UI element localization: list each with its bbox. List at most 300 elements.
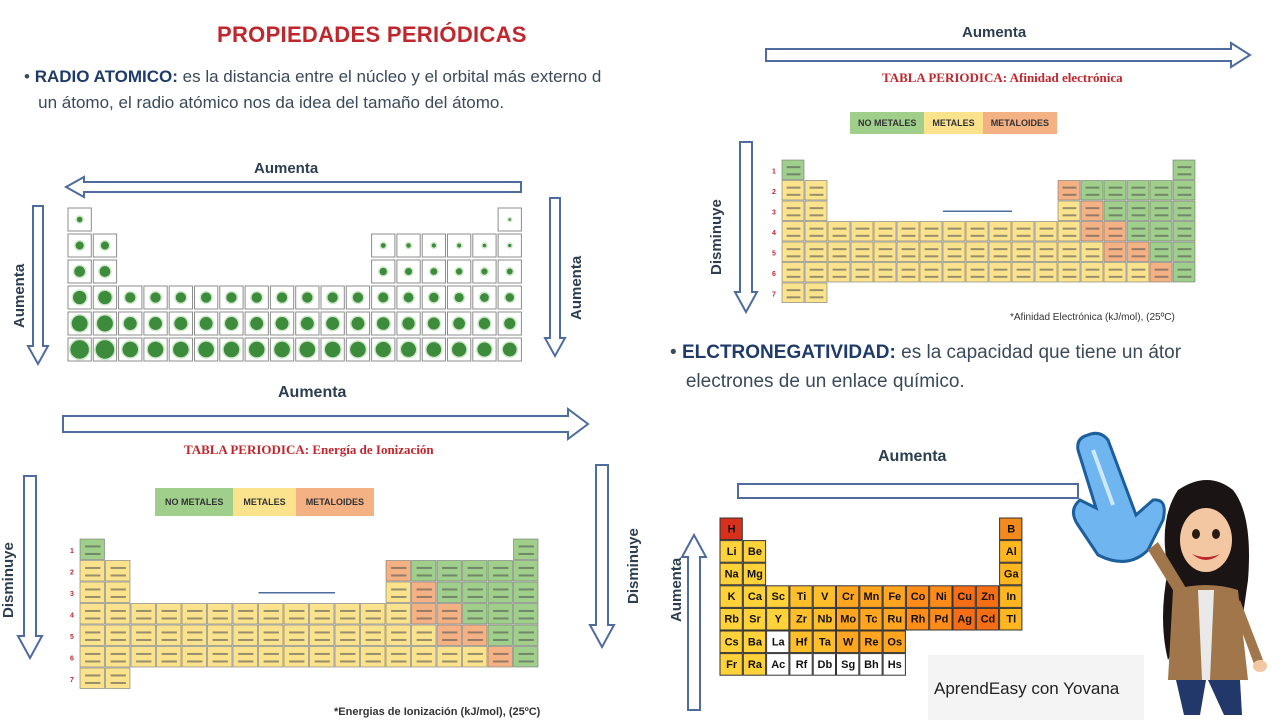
ionizacion-cell [412, 647, 437, 668]
ionizacion-cell-text [442, 653, 457, 655]
legend-metales: METALES [924, 112, 982, 134]
afinidad-cell-value [810, 235, 824, 237]
afinidad-cell-text [1109, 248, 1123, 250]
electroneg-def-line1: es la capacidad que tiene un átor [901, 342, 1182, 363]
afinidad-cell-text [1178, 269, 1192, 271]
ionizacion-cell-text [187, 610, 202, 612]
atom-dot [406, 243, 412, 249]
afinidad-cell-value [879, 255, 893, 257]
afinidad-cell-text [787, 207, 801, 209]
ionizacion-cell [259, 625, 284, 646]
afinidad-cell [966, 242, 988, 262]
ionizacion-cell [514, 647, 539, 668]
ionizacion-cell [335, 647, 360, 668]
ionizacion-cell [259, 604, 284, 625]
atom-dot [453, 317, 466, 330]
ionizacion-cell-value [468, 660, 483, 662]
ionizacion-cell [80, 668, 105, 689]
afinidad-cell-value [1109, 276, 1123, 278]
afinidad-cell-value [1109, 214, 1123, 216]
ionizacion-cell [386, 625, 411, 646]
radio-periodic-grid [68, 206, 538, 366]
ionizacion-cell-text [340, 610, 355, 612]
afinidad-cell [989, 242, 1011, 262]
ionizacion-cell-text [340, 631, 355, 633]
ionizacion-cell [106, 561, 131, 582]
electroneg-up-arrow [682, 535, 706, 710]
afinidad-cell [782, 242, 804, 262]
afinidad-cell [1035, 242, 1057, 262]
afinidad-cell [1058, 222, 1080, 242]
atom-dot [507, 243, 512, 248]
ionizacion-cell-value [238, 639, 253, 641]
electroneg-cell-symbol: Pd [934, 613, 949, 626]
afinidad-cell-text [1132, 187, 1146, 189]
afinidad-cell-text [787, 228, 801, 230]
ionizacion-cell-value [417, 639, 432, 641]
atom-dot [349, 341, 366, 358]
ionizacion-cell [488, 625, 513, 646]
ionizacion-cell-text [340, 653, 355, 655]
ionizacion-cell-value [111, 639, 126, 641]
atom-dot [505, 293, 515, 303]
ionizacion-cell [361, 604, 386, 625]
afinidad-cell-value [810, 276, 824, 278]
afinidad-cell-value [787, 255, 801, 257]
afinidad-cell [897, 242, 919, 262]
afinidad-period-number: 7 [772, 291, 776, 299]
electroneg-cell-symbol: In [1006, 591, 1017, 604]
electroneg-cell-symbol: Re [864, 636, 879, 649]
ionizacion-cell [259, 647, 284, 668]
ionizacion-cell-text [187, 631, 202, 633]
afinidad-cell [920, 263, 942, 283]
atom-dot [223, 341, 240, 358]
afinidad-period-number: 6 [772, 270, 776, 278]
legend-metales: METALES [233, 488, 295, 516]
radio-def-line1: es la distancia entre el núcleo y el orbital más externo d [182, 67, 602, 86]
ionizacion-cell-text [289, 653, 304, 655]
electroneg-cell-symbol: Rf [795, 658, 808, 671]
ionizacion-cell-value [238, 660, 253, 662]
afinidad-cell-text [856, 269, 870, 271]
ionizacion-cell-text [519, 567, 534, 569]
ionizacion-cell-text [417, 610, 432, 612]
afinidad-cell-text [1086, 207, 1100, 209]
afinidad-cell-value [1132, 194, 1146, 196]
radio-left-label: Aumenta [11, 263, 28, 328]
ionizacion-cell-value [442, 639, 457, 641]
afinidad-cell-value [1178, 194, 1192, 196]
afinidad-cell-text [1155, 207, 1169, 209]
afinidad-cell-text [1017, 228, 1031, 230]
ionizacion-cell-text [468, 588, 483, 590]
atom-dot [375, 341, 392, 358]
ionizacion-cell [131, 625, 156, 646]
afinidad-cell [782, 263, 804, 283]
ionizacion-cell-value [468, 617, 483, 619]
afinidad-cell-text [810, 248, 824, 250]
afinidad-cell-value [1063, 276, 1077, 278]
ionizacion-cell-value [111, 596, 126, 598]
atom-dot [430, 267, 438, 275]
electroneg-cell-symbol: Rh [910, 613, 926, 626]
atom-dot [351, 316, 365, 330]
afinidad-legend [850, 112, 1057, 134]
afinidad-cell [851, 222, 873, 242]
afinidad-cell-value [1063, 255, 1077, 257]
afinidad-cell-value [1132, 276, 1146, 278]
afinidad-cell-text [1132, 248, 1146, 250]
atom-dot [122, 341, 139, 358]
afinidad-cell-value [787, 296, 801, 298]
ionizacion-cell-value [468, 639, 483, 641]
afinidad-cell-value [856, 255, 870, 257]
ionizacion-cell [157, 604, 182, 625]
afinidad-cell [989, 222, 1011, 242]
ionizacion-cell-text [391, 610, 406, 612]
electroneg-cell-symbol: Mg [747, 568, 763, 581]
afinidad-cell [851, 242, 873, 262]
ionizacion-cell-text [417, 588, 432, 590]
ionizacion-cell-value [493, 660, 508, 662]
legend-no-metales: NO METALES [155, 488, 233, 516]
afinidad-cell [1173, 160, 1195, 180]
afinidad-cell [943, 242, 965, 262]
ionizacion-cell-value [264, 617, 279, 619]
ionizacion-cell-text [213, 631, 228, 633]
afinidad-cell-text [948, 228, 962, 230]
ionizacion-cell-text [493, 653, 508, 655]
afinidad-cell-text [1086, 228, 1100, 230]
afinidad-cell [1104, 201, 1126, 221]
ionizacion-period-number: 7 [70, 676, 74, 684]
atom-dot [503, 317, 516, 330]
atom-dot [376, 316, 390, 330]
afinidad-cell-text [856, 248, 870, 250]
afinidad-cell [1173, 242, 1195, 262]
atom-dot [378, 292, 390, 304]
ionizacion-cell-value [85, 682, 100, 684]
radio-top-arrow-label: Aumenta [254, 160, 319, 177]
electroneg-cell-symbol: Ac [771, 658, 786, 671]
atom-dot [276, 292, 288, 304]
afinidad-cell-value [1017, 255, 1031, 257]
electroneg-cell-symbol: Rb [724, 613, 739, 626]
ionizacion-cell [386, 561, 411, 582]
afinidad-cell-value [810, 255, 824, 257]
ionizacion-cell-value [519, 639, 534, 641]
afinidad-cell [1173, 181, 1195, 201]
afinidad-cell [805, 242, 827, 262]
ionizacion-cell [208, 604, 233, 625]
ionizacion-cell [310, 625, 335, 646]
afinidad-cell-text [787, 269, 801, 271]
atom-dot [325, 316, 339, 330]
afinidad-cell-text [1109, 269, 1123, 271]
ionizacion-periodic-table [66, 522, 566, 707]
ionizacion-cell [335, 625, 360, 646]
electroneg-cell-symbol: B [1007, 523, 1016, 536]
radio-left-arrow [66, 177, 526, 197]
afinidad-cell [782, 201, 804, 221]
ionizacion-cell-value [136, 660, 151, 662]
afinidad-cell [851, 263, 873, 283]
afinidad-footnote: *Afinidad Electrónica (kJ/mol), (25ºC) [1010, 312, 1175, 323]
afinidad-cell-value [1086, 194, 1100, 196]
atom-dot [74, 265, 86, 277]
afinidad-cell-text [1178, 228, 1192, 230]
afinidad-cell [1058, 201, 1080, 221]
atom-dot [403, 292, 414, 303]
ionizacion-cell-text [417, 653, 432, 655]
atom-dot [404, 267, 413, 276]
afinidad-cell-text [925, 248, 939, 250]
afinidad-cell-value [1109, 255, 1123, 257]
afinidad-cell [1150, 181, 1172, 201]
ionizacion-cell-value [111, 682, 126, 684]
ionizacion-cell-text [519, 610, 534, 612]
atom-dot [482, 243, 487, 248]
ionizacion-cell-value [493, 574, 508, 576]
atom-dot [200, 292, 212, 304]
ionizacion-cell-value [391, 639, 406, 641]
afinidad-cell-text [856, 228, 870, 230]
electroneg-cell-symbol: Li [726, 545, 737, 558]
ionizacion-cell-text [111, 631, 126, 633]
afinidad-cell-value [902, 276, 916, 278]
ionizacion-cell-text [391, 631, 406, 633]
ionizacion-cell-text [136, 631, 151, 633]
ionizacion-cell-text [85, 588, 100, 590]
electroneg-cell-symbol: Ta [818, 636, 831, 649]
ionizacion-cell-value [187, 617, 202, 619]
afinidad-cell [1104, 222, 1126, 242]
ionizacion-cell-text [442, 567, 457, 569]
afinidad-cell-text [1017, 269, 1031, 271]
legend-metaloides: METALOIDES [983, 112, 1057, 134]
electroneg-cell-symbol: Al [1005, 545, 1017, 558]
ionizacion-cell-value [340, 660, 355, 662]
ionizacion-cell-value [162, 617, 177, 619]
ionizacion-cell-value [493, 596, 508, 598]
atom-dot [75, 241, 85, 251]
afinidad-cell-value [902, 255, 916, 257]
ionizacion-cell-value [85, 639, 100, 641]
atom-dot [198, 341, 215, 358]
ionizacion-panel [0, 372, 648, 720]
afinidad-cell-text [1132, 228, 1146, 230]
atom-dot [248, 341, 265, 358]
ionizacion-cell [488, 647, 513, 668]
ionizacion-cell [284, 604, 309, 625]
ionizacion-cell-text [85, 610, 100, 612]
ionizacion-cell [386, 647, 411, 668]
afinidad-cell-text [1155, 228, 1169, 230]
ionizacion-cell-value [366, 639, 381, 641]
ionizacion-period-number: 3 [70, 590, 74, 598]
ionizacion-cell-text [442, 588, 457, 590]
atom-dot [95, 340, 115, 360]
ionizacion-legend [155, 488, 374, 516]
ionizacion-cell-text [162, 610, 177, 612]
ionizacion-cell-text [264, 610, 279, 612]
electroneg-cell-symbol: Hs [887, 658, 902, 671]
electroneg-cell-symbol: Ga [1003, 568, 1019, 581]
afinidad-cell [1081, 263, 1103, 283]
afinidad-cell-value [1063, 214, 1077, 216]
afinidad-cell [1012, 263, 1034, 283]
electroneg-cell-symbol: Sc [771, 591, 785, 604]
ionizacion-cell-text [238, 610, 253, 612]
ionizacion-cell-value [442, 660, 457, 662]
atom-dot [451, 342, 467, 358]
afinidad-cell-value [1132, 255, 1146, 257]
ionizacion-cell [463, 561, 488, 582]
ionizacion-cell-value [366, 617, 381, 619]
afinidad-cell-text [971, 228, 985, 230]
afinidad-cell [920, 222, 942, 242]
electroneg-cell-symbol: H [727, 523, 736, 536]
atom-dot [301, 292, 313, 304]
ionizacion-cell-text [213, 610, 228, 612]
afinidad-cell [1104, 242, 1126, 262]
ionizacion-cell [106, 625, 131, 646]
atom-dot [300, 316, 314, 330]
atom-dot [426, 341, 442, 357]
afinidad-cell-value [833, 255, 847, 257]
electroneg-def-line2: electrones de un enlace químico. [685, 371, 965, 392]
ionizacion-period-number: 2 [70, 569, 74, 577]
afinidad-cell [1058, 181, 1080, 201]
afinidad-cell-value [1178, 235, 1192, 237]
afinidad-cell [805, 263, 827, 283]
afinidad-cell-text [1063, 228, 1077, 230]
ionizacion-cell-value [340, 617, 355, 619]
afinidad-cell [1012, 222, 1034, 242]
afinidad-cell-value [1063, 235, 1077, 237]
ionizacion-cell [106, 604, 131, 625]
ionizacion-cell-value [519, 553, 534, 555]
afinidad-cell-text [1086, 248, 1100, 250]
electroneg-cell-symbol: Fr [726, 658, 738, 671]
electroneg-cell-symbol: La [771, 636, 785, 649]
ionizacion-cell-text [391, 588, 406, 590]
afinidad-cell-value [1155, 276, 1169, 278]
ionizacion-cell-value [85, 574, 100, 576]
electroneg-panel [648, 330, 1280, 720]
afinidad-cell-value [1178, 255, 1192, 257]
afinidad-cell-value [925, 235, 939, 237]
electroneg-cell-symbol: Zr [796, 613, 808, 626]
afinidad-cell-value [1040, 235, 1054, 237]
atom-dot [478, 317, 491, 330]
afinidad-cell-text [810, 289, 824, 291]
afinidad-cell-value [1155, 214, 1169, 216]
afinidad-cell-value [1040, 255, 1054, 257]
atom-dot [380, 242, 386, 248]
afinidad-cell-text [994, 248, 1008, 250]
ionizacion-cell-value [213, 639, 228, 641]
afinidad-cell [1173, 201, 1195, 221]
afinidad-cell-text [1063, 269, 1077, 271]
afinidad-cell-text [1109, 207, 1123, 209]
radio-term: RADIO ATOMICO: [34, 67, 178, 86]
ionizacion-cell-value [519, 596, 534, 598]
afinidad-cell-text [879, 228, 893, 230]
atom-dot [71, 315, 88, 332]
radio-right-label: Aumenta [568, 255, 585, 320]
ionizacion-cell-text [238, 653, 253, 655]
afinidad-cell-value [925, 276, 939, 278]
ionizacion-cell [437, 561, 462, 582]
ionizacion-cell-value [111, 574, 126, 576]
afinidad-cell-value [1178, 214, 1192, 216]
afinidad-cell-value [1040, 276, 1054, 278]
afinidad-table-title: TABLA PERIODICA: Afinidad electrónica [882, 70, 1123, 85]
afinidad-cell [1150, 222, 1172, 242]
afinidad-cell-value [1086, 255, 1100, 257]
ionizacion-cell-text [366, 631, 381, 633]
ionizacion-cell-text [315, 610, 330, 612]
ionizacion-cell-value [111, 617, 126, 619]
electroneg-cell-symbol: Ca [747, 591, 762, 604]
electroneg-cell-symbol: Db [817, 658, 833, 671]
afinidad-periodic-table [768, 140, 1228, 310]
afinidad-cell [966, 263, 988, 283]
atom-dot [226, 292, 238, 304]
afinidad-cell [874, 263, 896, 283]
electroneg-cell-symbol: Mo [840, 613, 857, 626]
ionizacion-cell [514, 561, 539, 582]
afinidad-cell-value [1155, 194, 1169, 196]
afinidad-cell [1081, 201, 1103, 221]
electroneg-cell-symbol: Tl [1006, 613, 1017, 626]
atom-dot [148, 316, 162, 330]
electroneg-cell-symbol: Be [747, 545, 762, 558]
ionizacion-cell [463, 647, 488, 668]
afinidad-cell-text [833, 248, 847, 250]
ionizacion-cell [208, 647, 233, 668]
ionizacion-cell-value [289, 639, 304, 641]
electroneg-arrow-label: Aumenta [878, 448, 947, 465]
ionizacion-cell [182, 625, 207, 646]
afinidad-cell [1104, 181, 1126, 201]
afinidad-cell [1127, 201, 1149, 221]
afinidad-cell-text [902, 248, 916, 250]
ionizacion-cell-text [85, 674, 100, 676]
legend-no-metales: NO METALES [850, 112, 924, 134]
electroneg-cell-symbol: Cd [980, 613, 996, 626]
ionizacion-cell-value [162, 639, 177, 641]
ionizacion-cell [361, 647, 386, 668]
electroneg-cell-symbol: Zn [981, 591, 995, 604]
ionizacion-cell [131, 647, 156, 668]
afinidad-cell [782, 181, 804, 201]
afinidad-cell-value [902, 235, 916, 237]
atom-dot [400, 341, 416, 357]
ionizacion-cell-text [519, 588, 534, 590]
ionizacion-cell [412, 561, 437, 582]
atom-dot [72, 290, 87, 305]
ionizacion-cell-text [468, 631, 483, 633]
afinidad-cell [897, 222, 919, 242]
afinidad-cell-text [1086, 269, 1100, 271]
atom-dot [76, 216, 83, 223]
afinidad-cell [1150, 242, 1172, 262]
electroneg-cell-symbol: Ba [747, 636, 762, 649]
ionizacion-cell-text [468, 610, 483, 612]
